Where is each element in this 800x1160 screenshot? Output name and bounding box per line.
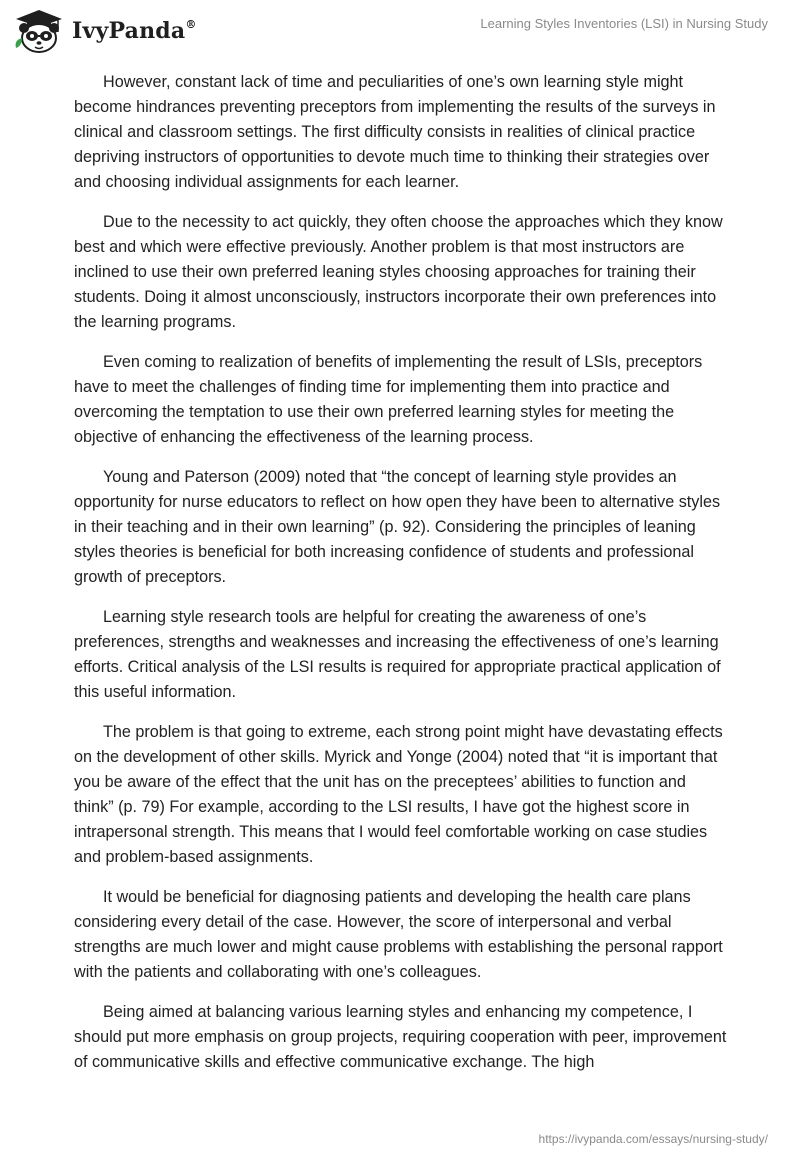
paragraph: The problem is that going to extreme, each strong point might have devastating effects on the development of other skills. Myrick and Yonge (2004) noted that “it is important that you be aware of the effect that the unit has on the preceptees’ abilities to function and think” (p. 79) For example, according to the LSI results, I have got the highest score in intrapersonal strength. This means that I would feel comfortable working on case studies and problem-based assignments. [74,723,723,866]
paragraph: Young and Paterson (2009) noted that “the concept of learning style provides an opportunity for nurse educators to reflect on how open they have been to alternative styles in their teaching and in their own learning” (p. 92). Considering the principles of leaning styles theories is beneficial for both increasing confidence of students and professional growth of preceptors. [74,468,721,586]
page-header [0,0,800,60]
paragraph: It would be beneficial for diagnosing patients and developing the health care plans considering every detail of the case. However, the score of interpersonal and verbal strengths are much lower and might cause problems with establishing the personal rapport with the patients and collaborating with one’s colleagues. [74,888,723,981]
brand-name: IvyPanda® [72,17,197,44]
document-title: Learning Styles Inventories (LSI) in Nursing Study [480,16,768,31]
panda-mascot-icon [12,8,66,54]
paragraph: Learning style research tools are helpful for creating the awareness of one’s preferences, strengths and weaknesses and increasing the effectiveness of one’s learning efforts. Critical analysis of the LSI results is required for appropriate practical application of this useful information. [74,608,721,701]
paragraph: Due to the necessity to act quickly, they often choose the approaches which they know best and which were effective previously. Another problem is that most instructors are inclined to use their own preferred leaning styles choosing approaches for training their students. Doing it almost unconsciously, instructors incorporate their own preferences into the learning programs. [74,213,723,331]
source-url[interactable]: https://ivypanda.com/essays/nursing-study/ [538,1132,768,1146]
registered-mark: ® [185,17,197,31]
essay-body [74,70,730,1090]
paragraph: Even coming to realization of benefits of implementing the result of LSIs, preceptors have to meet the challenges of finding time for implementing them into practice and overcoming the temptation to use their own preferred learning styles for meeting the objective of enhancing the effectiveness of the learning process. [74,353,703,446]
paragraph: However, constant lack of time and peculiarities of one’s own learning style might become hindrances preventing preceptors from implementing the results of the surveys in clinical and classroom settings. The first difficulty consists in realities of clinical practice depriving instructors of opportunities to devote much time to thinking their strategies over and choosing individual assignments for each learner. [74,73,716,191]
paragraph: Being aimed at balancing various learning styles and enhancing my competence, I should put more emphasis on group projects, requiring cooperation with peer, improvement of communicative skills and effective communicative exchange. The high [74,1003,727,1071]
ivypanda-logo[interactable] [12,8,197,54]
